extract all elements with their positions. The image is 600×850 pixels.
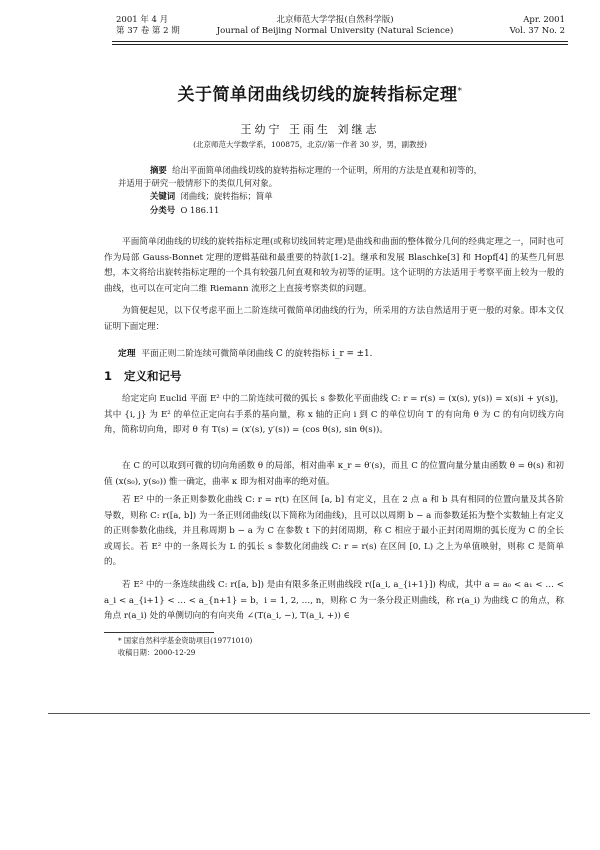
authors: 王幼宁 王雨生 刘继志 [240, 123, 380, 136]
header-volume-en: Vol. 37 No. 2 [509, 26, 565, 36]
paper-title [100, 80, 540, 105]
header-volume: 第 37 卷 第 2 期 [116, 26, 180, 36]
header-date-en: Apr. 2001 [523, 15, 565, 25]
intro-paragraph-2: 为简便起见，以下仅考虑平面上二阶连续可微简单闭曲线的行为，所采用的方法自然适用于更一般的对象。即本文仅证明下面定理： [104, 306, 564, 332]
classification-value: O 186.11 [180, 205, 220, 215]
intro-paragraph-1: 平面简单闭曲线的切线的旋转指标定理(或称切线回转定理)是曲线和曲面的整体微分几何的经典定理之一，同时也可作为局部 Gauss-Bonnet 定理的逻辑基础和最重要的特款[1-2]。继承和发展 Blaschke[3] 和 Hopf[4] 的某些几何思想，本文将给出旋转指标定理的一个具有较强几何直观和较为初等的证明。这个证明的方法适用于考察平面上较为一般的曲线，也可以在可定向二维 Riemann 流形之上直接考察类似的问题。 [104, 237, 564, 294]
title-footnote-mark: * [457, 86, 463, 97]
header-rule-thin [112, 44, 568, 45]
header-date: 2001 年 4 月 [116, 15, 169, 25]
abstract-text-1: 给出平面简单闭曲线切线的旋转指标定理的一个证明，所用的方法是直观和初等的， [172, 165, 482, 175]
theorem-label: 定理 [118, 349, 136, 359]
body-paragraph-1: 给定定向 Euclid 平面 E² 中的二阶连续可微的弧长 s 参数化平面曲线 C: r = r(s) = (x(s), y(s)) = x(s)i + y(s)j，其中 {i, j} 为 E² 的单位正定向右手系的基向量，称 x 轴的正向 i 到 C 的单位切向 T 的有向角 θ 为 C 的有向切线方向角，简称切向角，即对 θ 有 T(s) = (x′(s), y′(s)) = (cos θ(s), sin θ(s))。 [104, 394, 564, 436]
keywords-label: 关键词 [150, 191, 176, 201]
abstract-label: 摘要 [150, 165, 167, 175]
header-rule-thick [112, 41, 568, 42]
section-number: 1 [104, 369, 113, 383]
keywords [150, 190, 590, 203]
paper-title-text: 关于简单闭曲线切线的旋转指标定理 [177, 85, 458, 105]
body-paragraph-2: 在 C 的可以取到可微的切向角函数 θ 的局部，相对曲率 κ_r = θ′(s)，而且 C 的位置向量分量由函数 θ = θ(s) 和初值 (x(s₀), y(s₀)) 惟一确定，曲率 κ 即为相对曲率的绝对值。 [104, 461, 564, 487]
header-issue-en [490, 15, 565, 37]
keywords-text: 闭曲线；旋转指标；简单 [180, 191, 273, 201]
footnote-funding: * 国家自然科学基金资助项目(19771010) [118, 636, 253, 645]
body-paragraph-3: 若 E² 中的一条正则参数化曲线 C: r = r(t) 在区间 [a, b] 有定义，且在 2 点 a 和 b 具有相同的位置向量及其各阶导数，则称 C: r([a, b]) 为一条正则闭曲线(以下简称为闭曲线)，且可以以周期 b − a 而参数延拓为整个实数轴上有定义的正则参数化曲线，并且称周期 b − a 为 C 在参数 t 下的封闭周期，称 C 相应于最小正封闭周期的弧长度为 C 的全长或周长。若 E² 中的一条周长为 L 的弧长 s 参数化闭曲线 C: r = r(s) 在区间 [0, L) 之上为单值映射，则称 C 是简单的。 [104, 495, 564, 568]
theorem-statement [118, 346, 558, 359]
section-title: 定义和记号 [124, 369, 182, 383]
abstract [118, 164, 558, 190]
classification-label: 分类号 [150, 205, 176, 215]
page-bottom-rule [48, 713, 590, 714]
affiliation: (北京师范大学数学系，100875，北京//第一作者 30 岁，男，副教授) [193, 140, 427, 149]
header-journal [200, 15, 470, 37]
footnote-rule [104, 632, 214, 633]
theorem-text: 平面正则二阶连续可微简单闭曲线 C 的旋转指标 i_r = ±1. [141, 349, 373, 359]
section-heading [104, 368, 182, 384]
footnote-received-date: 收稿日期：2000-12-29 [118, 648, 196, 657]
header-journal-en: Journal of Beijing Normal University (Natural Science) [216, 26, 454, 36]
classification [150, 204, 590, 217]
body-paragraph-4: 若 E² 中的一条连续曲线 C: r([a, b]) 是由有限多条正则曲线段 r([a_i, a_{i+1}]) 构成，其中 a = a₀ < a₁ < … < a_i < a_{i+1} < … < a_{n+1} = b，i = 1, 2, …, n，则称 C 为一条分段正则曲线，称 r(a_i) 为曲线 C 的角点，称角点 r(a_i) 处的单侧切向的有向夹角 ∠(T(a_i, −), T(a_i, +)) ∈ [104, 580, 564, 622]
header-issue [116, 15, 206, 37]
abstract-text-2: 并适用于研究一般情形下的类似几何对象。 [118, 178, 278, 188]
header-journal-cn: 北京师范大学学报(自然科学版) [276, 15, 394, 25]
